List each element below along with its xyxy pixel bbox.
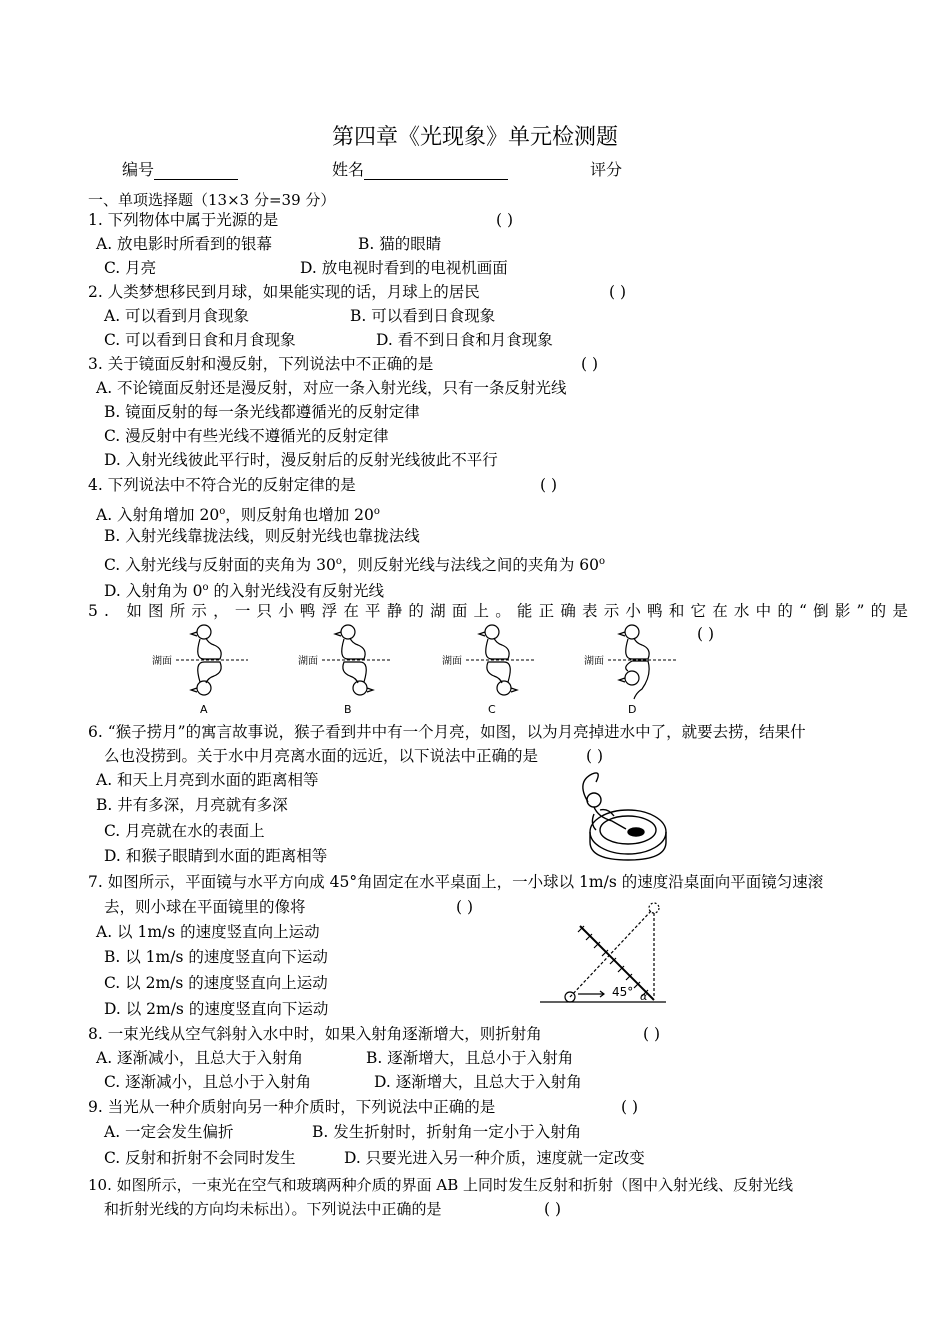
monkey-well-figure [570,770,670,865]
duck-reflection-figures [140,620,680,720]
question-4-option-b: B. 入射光线靠拢法线，则反射光线也靠拢法线 [104,527,420,545]
question-6-option-b: B. 井有多深，月亮就有多深 [96,796,288,814]
degree-mark: o [373,506,380,517]
question-5-stem: 5. 如图所示，一只小鸭浮在平静的湖面上。能正确表示小鸭和它在水中的“倒影”的是 [88,602,915,620]
question-1-option-d: D. 放电视时看到的电视机画面 [300,259,508,277]
diagonal-dashed-line [570,910,652,997]
score-label: 评分 [590,160,623,179]
question-9-stem: 9. 当光从一种介质射向另一种介质时，下列说法中正确的是 [88,1098,496,1116]
option-label-a: A [200,703,208,716]
monkey-icon [583,773,626,830]
question-6-option-c: C. 月亮就在水的表面上 [104,822,265,840]
moon-reflection-icon [628,828,644,836]
question-2-option-a: A. 可以看到月食现象 [104,307,250,325]
question-4-option-c [104,552,605,575]
question-6-stem-line2: 么也没捞到。关于水中月亮离水面的远近，以下说法中正确的是 [104,747,539,765]
duck-d [619,625,649,699]
option-d-part1: D. 入射角为 0 [104,582,203,601]
question-6-option-a: A. 和天上月亮到水面的距离相等 [96,771,319,789]
question-2-option-b: B. 可以看到日食现象 [350,307,496,325]
score-field [590,157,622,180]
degree-mark: o [202,582,209,593]
question-7-option-d: D. 以 2m/s 的速度竖直向下运动 [104,1000,329,1018]
question-1-option-c: C. 月亮 [104,259,157,277]
option-d-part2: 的入射光线没有反射光线 [208,582,384,601]
question-5-answer-paren: ( ) [697,625,715,643]
question-10-stem-line1: 10. 如图所示，一束光在空气和玻璃两种介质的界面 AB 上同时发生反射和折射（图中入射光线、反射光线 [88,1176,794,1194]
well-wall-icon [590,832,666,860]
page-title: 第四章《光现象》单元检测题 [331,125,618,150]
question-3-option-d: D. 入射光线彼此平行时，漫反射后的反射光线彼此不平行 [104,451,498,469]
question-7-stem-line2: 去，则小球在平面镜里的像将 [104,898,306,916]
option-label-c: C [488,703,496,716]
question-3-option-a: A. 不论镜面反射还是漫反射，对应一条入射光线，只有一条反射光线 [96,379,567,397]
question-7-option-c: C. 以 2m/s 的速度竖直向上运动 [104,974,328,992]
question-1-option-b: B. 猫的眼睛 [358,235,442,253]
question-2-answer-paren: ( ) [609,283,627,301]
question-4-stem: 4. 下列说法中不符合光的反射定律的是 [88,476,356,494]
question-3-option-b: B. 镜面反射的每一条光线都遵循光的反射定律 [104,403,420,421]
question-2-stem: 2. 人类梦想移民到月球，如果能实现的话，月球上的居民 [88,283,480,301]
question-10-stem-line2: 和折射光线的方向均未标出）。下列说法中正确的是 [104,1200,442,1218]
question-8-option-b: B. 逐渐增大，且总小于入射角 [366,1049,574,1067]
question-10-answer-paren: ( ) [544,1200,562,1218]
question-7-answer-paren: ( ) [456,898,474,916]
option-label-b: B [344,703,352,716]
alpha-label: α [640,990,648,1003]
option-label-d: D [628,703,637,716]
question-6-answer-paren: ( ) [586,747,604,765]
mirror-ball-figure [540,898,670,1008]
question-6-stem-line1: 6. “猴子捞月”的寓言故事说，猴子看到井中有一个月亮，如图，以为月亮掉进水中了，就要去捞，结果什 [88,723,806,741]
question-9-option-d: D. 只要光进入另一种介质，速度就一定改变 [344,1149,645,1167]
name-blank [364,163,508,180]
section-heading: 一、单项选择题（13×3 分=39 分） [88,191,336,209]
question-7-option-a: A. 以 1m/s 的速度竖直向上运动 [96,923,320,941]
number-field [122,157,238,180]
question-1-option-a: A. 放电影时所看到的银幕 [96,235,273,253]
question-9-option-c: C. 反射和折射不会同时发生 [104,1149,296,1167]
angle-label: 45° [612,985,634,999]
question-9-answer-paren: ( ) [621,1098,639,1116]
question-4-option-a [96,502,380,525]
question-3-stem: 3. 关于镜面反射和漫反射，下列说法中不正确的是 [88,355,434,373]
degree-mark: o [335,556,342,567]
degree-mark: o [599,556,606,567]
option-c-part2: ，则反射光线与法线之间的夹角为 60 [341,556,599,575]
lake-label-b: 湖面 [298,656,318,667]
question-8-option-c: C. 逐渐减小，且总小于入射角 [104,1073,312,1091]
question-4-answer-paren: ( ) [540,476,558,494]
question-3-option-c: C. 漫反射中有些光线不遵循光的反射定律 [104,427,389,445]
option-a-part1: A. 入射角增加 20 [96,506,220,525]
option-a-part2: ，则反射角也增加 20 [225,506,374,525]
lake-label-c: 湖面 [442,656,462,667]
lake-label-d: 湖面 [584,656,604,667]
question-8-option-d: D. 逐渐增大，且总大于入射角 [374,1073,582,1091]
question-6-option-d: D. 和猴子眼睛到水面的距离相等 [104,847,328,865]
number-blank [154,163,238,180]
question-2-option-c: C. 可以看到日食和月食现象 [104,331,296,349]
question-8-answer-paren: ( ) [643,1025,661,1043]
question-1-stem: 1. 下列物体中属于光源的是 [88,211,279,229]
question-8-stem: 8. 一束光线从空气斜射入水中时，如果入射角逐渐增大，则折射角 [88,1025,542,1043]
number-label: 编号 [122,160,155,179]
question-7-option-b: B. 以 1m/s 的速度竖直向下运动 [104,948,328,966]
question-8-option-a: A. 逐渐减小，且总大于入射角 [96,1049,304,1067]
question-9-option-b: B. 发生折射时，折射角一定小于入射角 [312,1123,582,1141]
name-label: 姓名 [332,160,365,179]
option-c-part1: C. 入射光线与反射面的夹角为 30 [104,556,336,575]
name-field [332,157,508,180]
degree-mark: o [219,506,226,517]
question-9-option-a: A. 一定会发生偏折 [104,1123,234,1141]
question-4-option-d [104,578,384,601]
question-1-answer-paren: ( ) [496,211,514,229]
question-2-option-d: D. 看不到日食和月食现象 [376,331,553,349]
question-3-answer-paren: ( ) [581,355,599,373]
lake-label-a: 湖面 [152,656,172,667]
question-7-stem-line1: 7. 如图所示，平面镜与水平方向成 45°角固定在水平桌面上，一小球以 1m/s 的速度沿桌面向平面镜匀速滚 [88,873,824,891]
